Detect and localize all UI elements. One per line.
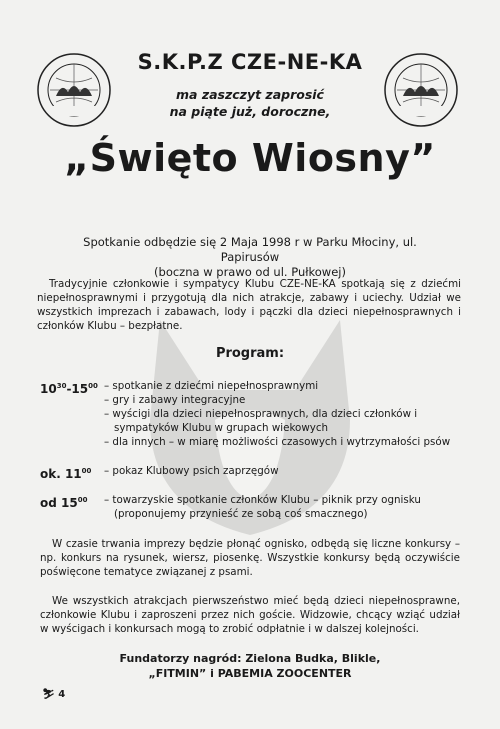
program-item: – wyścigi dla dzieci niepełnosprawnych, dla dzieci członków i sympatyków Klubu w grupach wiekowych — [104, 408, 418, 434]
meeting-info — [60, 235, 440, 280]
priority-paragraph: We wszystkich atrakcjach pierwszeństwo mieć będą dzieci niepełnosprawne, członkowie Klubu i zaproszeni przez nich goście. Widzowie, chcący wziąć udział w wyścigach i konkursach mogą to zrobić odpłatnie i w dalszej kolejności. — [40, 595, 460, 635]
invite-line-1: ma zaszczyt zaprosić — [176, 87, 324, 102]
dog-sled-icon: ⛷ — [42, 689, 55, 700]
program-time: od $15^{00}$ — [40, 496, 88, 510]
program-item: – gry i zabawy integracyjne — [104, 394, 246, 406]
program-time: ok. $11^{00}$ — [40, 467, 92, 481]
invitation-text — [0, 86, 500, 120]
sponsors — [0, 651, 500, 681]
program-item: – pokaz Klubowy psich zaprzęgów — [104, 465, 279, 477]
program-items — [104, 464, 470, 478]
sponsors-line-2: „FITMIN” i PABEMIA ZOOCENTER — [148, 667, 352, 680]
sponsors-line-1: Fundatorzy nagród: Zielona Budka, Blikle, — [119, 652, 381, 665]
meeting-line-2: (boczna w prawo od ul. Pułkowej) — [154, 265, 346, 279]
program-item: – spotkanie z dziećmi niepełnosprawnymi — [104, 380, 319, 392]
invite-line-2: na piąte już, doroczne, — [169, 104, 331, 119]
contests-paragraph: W czasie trwania imprezy będzie płonąć ognisko, odbędą się liczne konkursy – np. konkurs na rysunek, wiersz, piosenkę. Wszystkie konkursy będą oczywiście poświęcone tematyce związanej z psami. — [40, 538, 460, 578]
program-items — [104, 493, 470, 521]
program-item: – towarzyskie spotkanie członków Klubu – piknik przy ognisku (proponujemy przynieść ze sobą coś smacznego) — [104, 494, 421, 520]
program-time: $10^{30}-15^{00}$ — [40, 382, 98, 396]
program-items — [104, 379, 470, 449]
meeting-line-1: Spotkanie odbędzie się 2 Maja 1998 r w Parku Młociny, ul. Papirusów — [83, 235, 417, 264]
event-title: „Święto Wiosny” — [64, 136, 436, 180]
org-title: S.K.P.Z CZE-NE-KA — [137, 50, 363, 74]
program-heading: Program: — [215, 346, 285, 361]
intro-paragraph: Tradycyjnie członkowie i sympatycy Klubu CZE-NE-KA spotkają się z dziećmi niepełnosprawnymi i przygotują dla nich atrakcje, zabawy i uciechy. Udział we wszystkich imprezach i zabawach, lody i pączki dla dzieci niepełnosprawnych i członków Klubu – bezpłatne. — [37, 278, 461, 332]
page-number: ⛷ 4 — [42, 689, 66, 700]
program-item: – dla innych – w miarę możliwości czasowych i wytrzymałości psów — [104, 436, 451, 448]
